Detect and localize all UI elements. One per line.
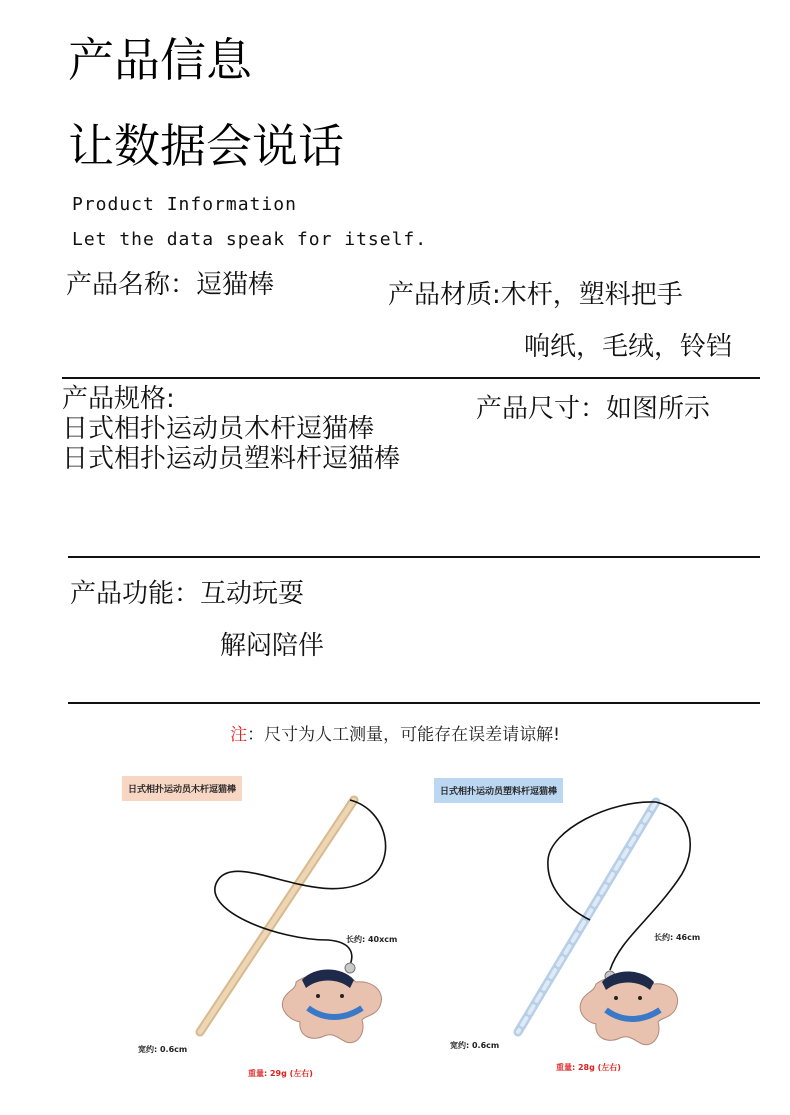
product-spec-item-plastic: 日式相扑运动员塑料杆逗猫棒 [62,444,401,474]
product-tag-plastic: 日式相扑运动员塑料杆逗猫棒 [434,778,563,803]
divider-2 [68,556,760,558]
width-label-wood: 宽约: 0.6cm [138,1045,188,1054]
wood-stick-illustration [118,770,418,1090]
string-right [610,802,690,970]
divider-1 [62,377,760,379]
page-slogan: 让数据会说话 [68,119,344,173]
product-spec-label: 产品规格: [62,384,175,414]
measurement-note [0,720,790,745]
page-title: 产品信息 [68,33,252,87]
product-material-line1: 产品材质:木杆，塑料把手 [388,280,683,310]
note-prefix: 注 [230,725,248,745]
length-label-wood: 长约: 40xcm [346,935,398,944]
product-size: 产品尺寸：如图所示 [476,394,711,424]
note-text: ：尺寸为人工测量，可能存在误差请谅解! [247,725,560,745]
product-function-line2: 解闷陪伴 [220,631,325,661]
length-label-plastic: 长约: 46cm [654,933,701,942]
sumo-plush-toy [580,972,677,1045]
product-photo-plastic [430,770,730,1090]
product-material-line2: 响纸，毛绒，铃铛 [524,332,733,362]
width-label-plastic: 宽约: 0.6cm [450,1041,500,1050]
sumo-plush-toy [282,970,381,1043]
english-title: Product Information [72,194,297,215]
product-tag-wood: 日式相扑运动员木杆逗猫棒 [122,776,242,801]
product-spec-item-wood: 日式相扑运动员木杆逗猫棒 [62,414,375,444]
divider-3 [68,702,760,704]
product-function-line1: 产品功能：互动玩耍 [70,579,305,609]
string-left [548,802,656,920]
weight-label-wood: 重量: 29g (左右) [248,1069,313,1078]
product-name: 产品名称：逗猫棒 [66,270,275,300]
english-slogan: Let the data speak for itself. [72,229,428,250]
weight-label-plastic: 重量: 28g (左右) [556,1063,621,1072]
product-photo-wood [118,770,418,1090]
bell-icon [345,963,355,973]
